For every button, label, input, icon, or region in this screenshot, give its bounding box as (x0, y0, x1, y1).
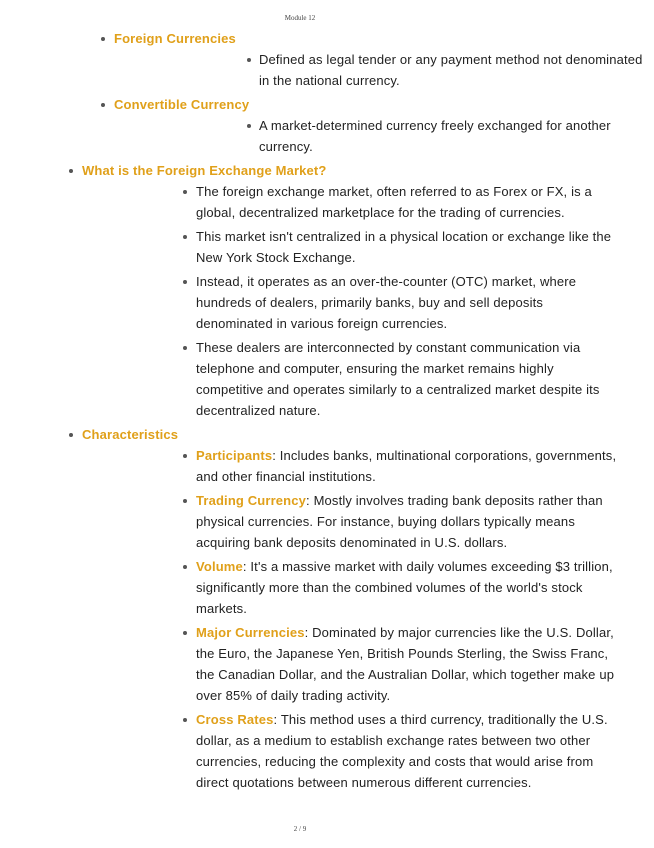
participants-term: Participants (196, 448, 273, 463)
section-forex-market (0, 160, 612, 421)
list-item-participants (82, 445, 617, 487)
main-section-list (0, 160, 617, 793)
list-item-convertible-currency (0, 94, 611, 157)
convertible-currency-details (114, 115, 611, 157)
characteristic-text (196, 445, 622, 487)
list-item (82, 181, 600, 223)
forex-point-1: The foreign exchange market, often referred to as Forex or FX, is a global, decentralized marketplace for the trading of currencies. (196, 184, 592, 220)
section-characteristics (0, 424, 617, 793)
characteristic-text (196, 556, 622, 619)
trading-currency-description: : Mostly involves trading bank deposits rather than physical currencies. For instance, buying dollars typically means acquiring bank deposits denominated in U.S. dollars. (196, 493, 603, 550)
characteristics-heading: Characteristics (82, 427, 179, 442)
participants-description: : Includes banks, multinational corporations, governments, and other financial institutions. (196, 448, 617, 484)
list-item-cross-rates (82, 709, 608, 793)
page-indicator: 2 / 9 (293, 825, 307, 833)
foreign-currencies-heading: Foreign Currencies (114, 31, 236, 46)
forex-section-heading: What is the Foreign Exchange Market? (82, 163, 327, 178)
characteristic-text (196, 622, 622, 706)
list-item (82, 337, 600, 421)
volume-term: Volume (196, 559, 243, 574)
list-item (82, 226, 612, 268)
foreign-currencies-details (114, 49, 643, 91)
trading-currency-term: Trading Currency (196, 493, 307, 508)
document-body (0, 28, 643, 796)
forex-point-2: This market isn't centralized in a physical location or exchange like the New York Stock Exchange. (196, 229, 612, 265)
top-subsection-list (0, 28, 643, 157)
list-item-foreign-currencies (0, 28, 643, 91)
cross-rates-term: Cross Rates (196, 712, 274, 727)
list-item-major-currencies (82, 622, 615, 706)
running-header: Module 12 (284, 14, 316, 22)
list-item (114, 115, 611, 157)
forex-point-4: These dealers are interconnected by constant communication via telephone and computer, ensuring the market remains highly competitive and operates similarly to a centralized market despite its decentralized nature. (196, 340, 600, 418)
list-item-volume (82, 556, 613, 619)
forex-points-list (82, 181, 612, 421)
list-item-trading-currency (82, 490, 603, 553)
forex-point-3: Instead, it operates as an over-the-counter (OTC) market, where hundreds of dealers, primarily banks, buy and sell deposits denominated in various foreign currencies. (196, 274, 577, 331)
characteristic-text (196, 490, 622, 553)
major-currencies-description: : Dominated by major currencies like the U.S. Dollar, the Euro, the Japanese Yen, British Pounds Sterling, the Swiss Franc, the Canadian Dollar, and the Australian Dollar, which together make up over 85% of daily trading activity. (196, 625, 615, 703)
foreign-currencies-definition: Defined as legal tender or any payment method not denominated in the national currency. (259, 52, 643, 88)
convertible-currency-heading: Convertible Currency (114, 97, 250, 112)
volume-description: : It's a massive market with daily volumes exceeding $3 trillion, significantly more than the combined volumes of the world's stock markets. (196, 559, 613, 616)
list-item (82, 271, 600, 334)
cross-rates-description: : This method uses a third currency, traditionally the U.S. dollar, as a medium to establish exchange rates between two other currencies, reducing the complexity and costs that would arise from direct quotations between numerous different currencies. (196, 712, 608, 790)
characteristic-text (196, 709, 622, 793)
convertible-currency-definition: A market-determined currency freely exchanged for another currency. (259, 118, 611, 154)
list-item (114, 49, 643, 91)
characteristics-list (82, 445, 617, 793)
major-currencies-term: Major Currencies (196, 625, 305, 640)
